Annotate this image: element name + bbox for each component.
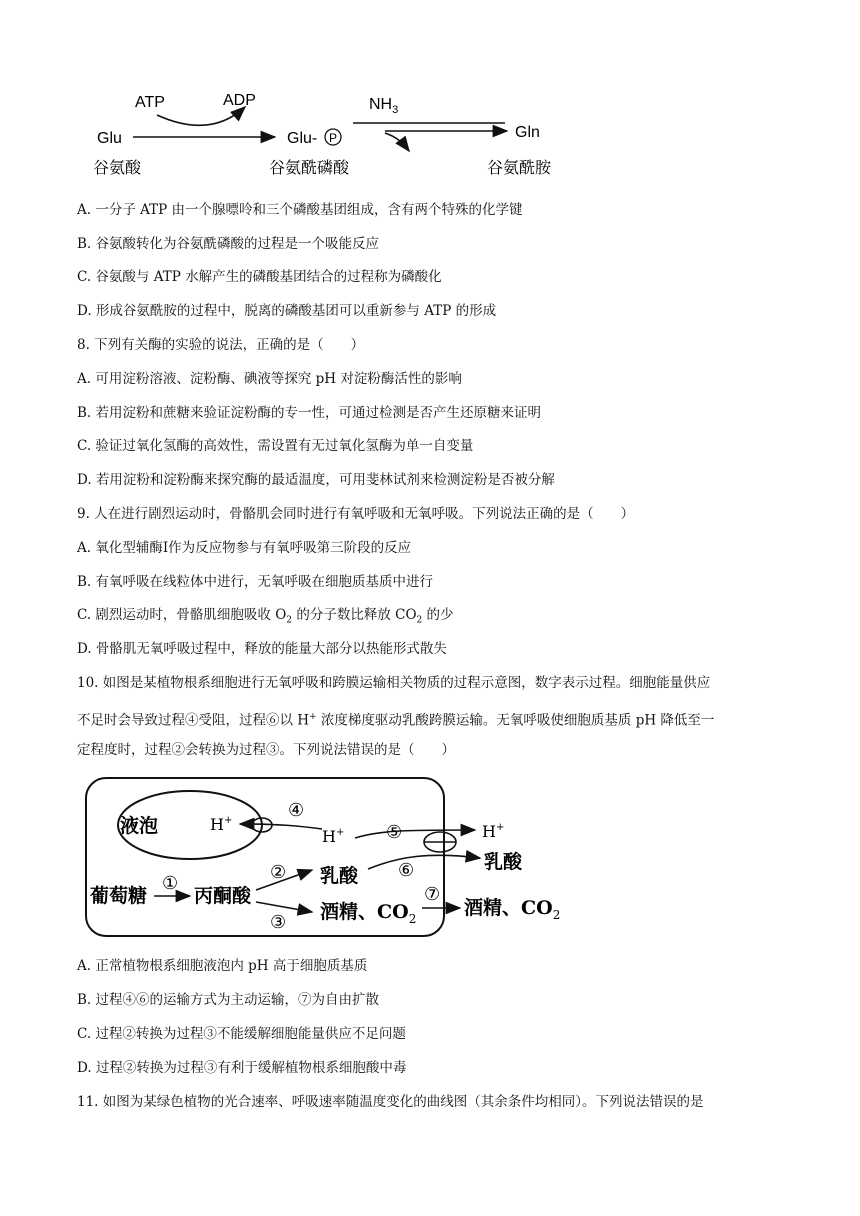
glu-p-label: Glu-	[287, 130, 318, 147]
vacuole-h-plus: H+	[210, 815, 233, 834]
atp-adp-curve	[157, 107, 245, 125]
q10-option-a: A. 正常植物根系细胞液泡内 pH 高于细胞质基质	[77, 958, 368, 974]
q10-option-d: D. 过程②转换为过程③有利于缓解植物根系细胞酸中毒	[77, 1060, 407, 1076]
phosphate-release-arrow	[385, 133, 409, 151]
process-6-label: ⑥	[398, 860, 415, 881]
q7-option-a: A. 一分子 ATP 由一个腺嘌呤和三个磷酸基团组成，含有两个特殊的化学键	[77, 202, 523, 218]
q8-option-c: C. 验证过氧化氢酶的高效性，需设置有无过氧化氢酶为单一自变量	[77, 438, 474, 454]
arrow-process-5	[355, 830, 475, 838]
arrow-process-3	[256, 902, 312, 912]
arrow-process-6	[368, 855, 480, 869]
q10-stem-line2: 不足时会导致过程④受阻，过程⑥以 H+ 浓度梯度驱动乳酸跨膜运输。无氧呼吸使细胞质基质 pH 降低至一	[77, 712, 715, 729]
q8-option-b: B. 若用淀粉和蔗糖来验证淀粉酶的专一性，可通过检测是否产生还原糖来证明	[77, 405, 542, 421]
q7-option-d: D. 形成谷氨酰胺的过程中，脱离的磷酸基团可以重新参与 ATP 的形成	[77, 303, 497, 319]
outside-h-plus: H+	[482, 822, 505, 841]
q9-option-d: D. 骨骼肌无氧呼吸过程中，释放的能量大部分以热能形式散失	[77, 641, 447, 657]
vacuole-label: 液泡	[120, 815, 159, 837]
outside-lactic-acid: 乳酸	[484, 851, 523, 873]
glutamine-synthesis-diagram	[85, 85, 585, 185]
gln-cn-label: 谷氨酰胺	[487, 160, 552, 177]
process-4-label: ④	[288, 800, 305, 821]
nh3-label: $NH_3$	[369, 96, 399, 116]
root-cell-diagram	[80, 772, 580, 942]
q10-option-c: C. 过程②转换为过程③不能缓解细胞能量供应不足问题	[77, 1026, 406, 1042]
q9-option-c: C. 剧烈运动时，骨骼肌细胞吸收 $O_2$ 的分子数比释放 $CO_2$ 的少	[77, 607, 454, 626]
q8-option-a: A. 可用淀粉溶液、淀粉酶、碘液等探究 pH 对淀粉酶活性的影响	[77, 371, 462, 387]
glu-p-cn-label: 谷氨酰磷酸	[269, 160, 350, 177]
q7-option-b: B. 谷氨酸转化为谷氨酰磷酸的过程是一个吸能反应	[77, 236, 380, 252]
cytosol-h-plus: H+	[322, 827, 345, 846]
q9-stem: 9. 人在进行剧烈运动时，骨骼肌会同时进行有氧呼吸和无氧呼吸。下列说法正确的是（ ）	[77, 506, 635, 522]
process-7-label: ⑦	[424, 884, 441, 905]
q9-option-a: A. 氧化型辅酶Ⅰ作为反应物参与有氧呼吸第三阶段的反应	[77, 540, 412, 556]
cytosol-alcohol-co2: 酒精、$CO_2$	[320, 901, 417, 926]
q10-stem-line1: 10. 如图是某植物根系细胞进行无氧呼吸和跨膜运输相关物质的过程示意图，数字表示过程。细胞能量供应	[77, 675, 711, 691]
glucose-label: 葡萄糖	[90, 885, 148, 907]
q7-option-c: C. 谷氨酸与 ATP 水解产生的磷酸基团结合的过程称为磷酸化	[77, 269, 442, 285]
outside-alcohol-co2: 酒精、$CO_2$	[464, 897, 561, 922]
process-3-label: ③	[270, 912, 287, 933]
q9-option-b: B. 有氧呼吸在线粒体中进行，无氧呼吸在细胞质基质中进行	[77, 574, 434, 590]
process-5-label: ⑤	[386, 822, 403, 843]
cytosol-lactic-acid: 乳酸	[320, 865, 359, 887]
phosphate-symbol: P	[328, 131, 338, 145]
glu-cn-label: 谷氨酸	[93, 160, 142, 177]
q11-stem: 11. 如图为某绿色植物的光合速率、呼吸速率随温度变化的曲线图（其余条件均相同）。下列说法错误的是	[77, 1094, 704, 1110]
q8-stem: 8. 下列有关酶的实验的说法，正确的是（ ）	[77, 337, 365, 353]
q8-option-d: D. 若用淀粉和淀粉酶来探究酶的最适温度，可用斐林试剂来检测淀粉是否被分解	[77, 472, 555, 488]
process-2-label: ②	[270, 862, 287, 883]
process-1-label: ①	[162, 873, 179, 894]
pyruvate-label: 丙酮酸	[194, 885, 252, 907]
q10-stem-line3: 定程度时，过程②会转换为过程③。下列说法错误的是（ ）	[77, 742, 455, 758]
q10-option-b: B. 过程④⑥的运输方式为主动运输，⑦为自由扩散	[77, 992, 380, 1008]
adp-label: ADP	[223, 92, 256, 109]
gln-label: Gln	[515, 124, 540, 141]
atp-label: ATP	[135, 94, 165, 111]
glu-label: Glu	[97, 130, 122, 147]
